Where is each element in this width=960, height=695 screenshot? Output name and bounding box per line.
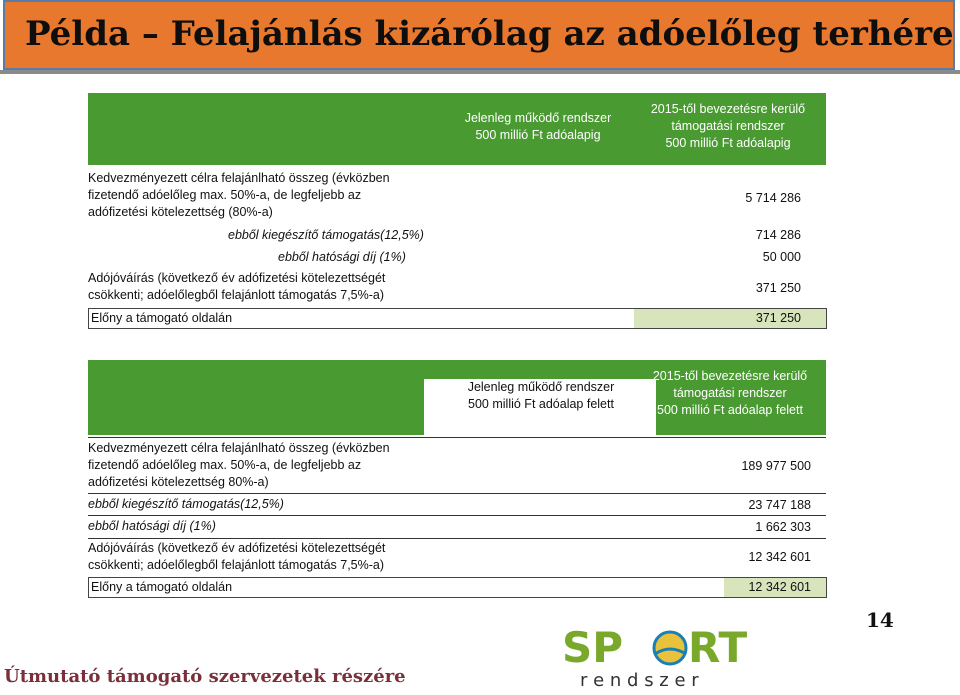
- logo-graphic: [560, 618, 760, 690]
- page-number: 14: [866, 608, 894, 632]
- table-1-header: [88, 93, 826, 165]
- page-title: Példa – Felajánlás kizárólag az adóelőleg terhére: [25, 14, 954, 54]
- table-1-row-4-value: 371 250: [755, 281, 801, 295]
- sport-rendszer-logo: [560, 618, 760, 690]
- title-bar: [3, 0, 955, 70]
- table-2: [88, 360, 828, 600]
- table-1: [88, 93, 828, 333]
- logo-word-2: RT: [688, 623, 748, 672]
- table-2-row-4-label: Adójóváírás (következő év adófizetési kötelezettségét csökkenti; adóelőlegből felajánlott támogatás 7,5%-a): [88, 541, 386, 572]
- table-2-row-4-value: 12 342 601: [748, 550, 811, 564]
- table-1-row-5-label: Előny a támogató oldalán: [91, 311, 233, 325]
- table-2-row-2-label: ebből kiegészítő támogatás(12,5%): [88, 497, 284, 511]
- table-2-line-4: [88, 538, 826, 539]
- table-1-row-3-value: 50 000: [762, 250, 801, 264]
- table-2-col2-header: 2015-től bevezetésre kerülő támogatási rendszer 500 millió Ft adóalap felett: [652, 369, 808, 417]
- table-2-row-5-label: Előny a támogató oldalán: [91, 580, 233, 594]
- table-1-row-3-label: ebből hatósági díj (1%): [278, 250, 406, 264]
- table-2-line-3: [88, 515, 826, 516]
- table-1-col1-header: Jelenleg működő rendszer 500 millió Ft adóalapig: [464, 111, 612, 142]
- logo-subtitle: r e n d s z e r: [580, 670, 699, 690]
- table-2-row-1-value: 189 977 500: [741, 459, 811, 473]
- table-2-col1-header-text: Jelenleg működő rendszer 500 millió Ft adóalap felett: [467, 380, 615, 411]
- table-2-row-3-value: 1 662 303: [755, 520, 811, 534]
- footer-text: Útmutató támogató szervezetek részére: [4, 666, 406, 687]
- logo-word-1: SP: [562, 623, 624, 672]
- table-2-line-2: [88, 493, 826, 494]
- table-1-row-2-label: ebből kiegészítő támogatás(12,5%): [228, 228, 424, 242]
- table-2-row-3-label: ebből hatósági díj (1%): [88, 519, 216, 533]
- table-1-row-5-value: 371 250: [755, 311, 801, 325]
- table-2-line-1: [88, 437, 826, 438]
- table-1-col2-header: 2015-től bevezetésre kerülő támogatási rendszer 500 millió Ft adóalapig: [650, 102, 806, 150]
- table-1-row-2-value: 714 286: [755, 228, 801, 242]
- table-1-row-1-value: 5 714 286: [745, 191, 801, 205]
- table-2-row-5-value: 12 342 601: [748, 580, 811, 594]
- table-2-row-2-value: 23 747 188: [748, 498, 811, 512]
- table-2-row-1-label: Kedvezményezett célra felajánlható összeg (évközben fizetendő adóelőleg max. 50%-a, de legfeljebb az adófizetési kötelezettség 80%-a): [88, 441, 390, 489]
- title-shadow: [0, 70, 960, 74]
- table-1-row-1-label: Kedvezményezett célra felajánlható összeg (évközben fizetendő adóelőleg max. 50%-a, de legfeljebb az adófizetési kötelezettség (80%-a): [88, 171, 390, 219]
- table-1-row-4-label: Adójóváírás (következő év adófizetési kötelezettségét csökkenti; adóelőlegből felajánlott támogatás 7,5%-a): [88, 271, 386, 302]
